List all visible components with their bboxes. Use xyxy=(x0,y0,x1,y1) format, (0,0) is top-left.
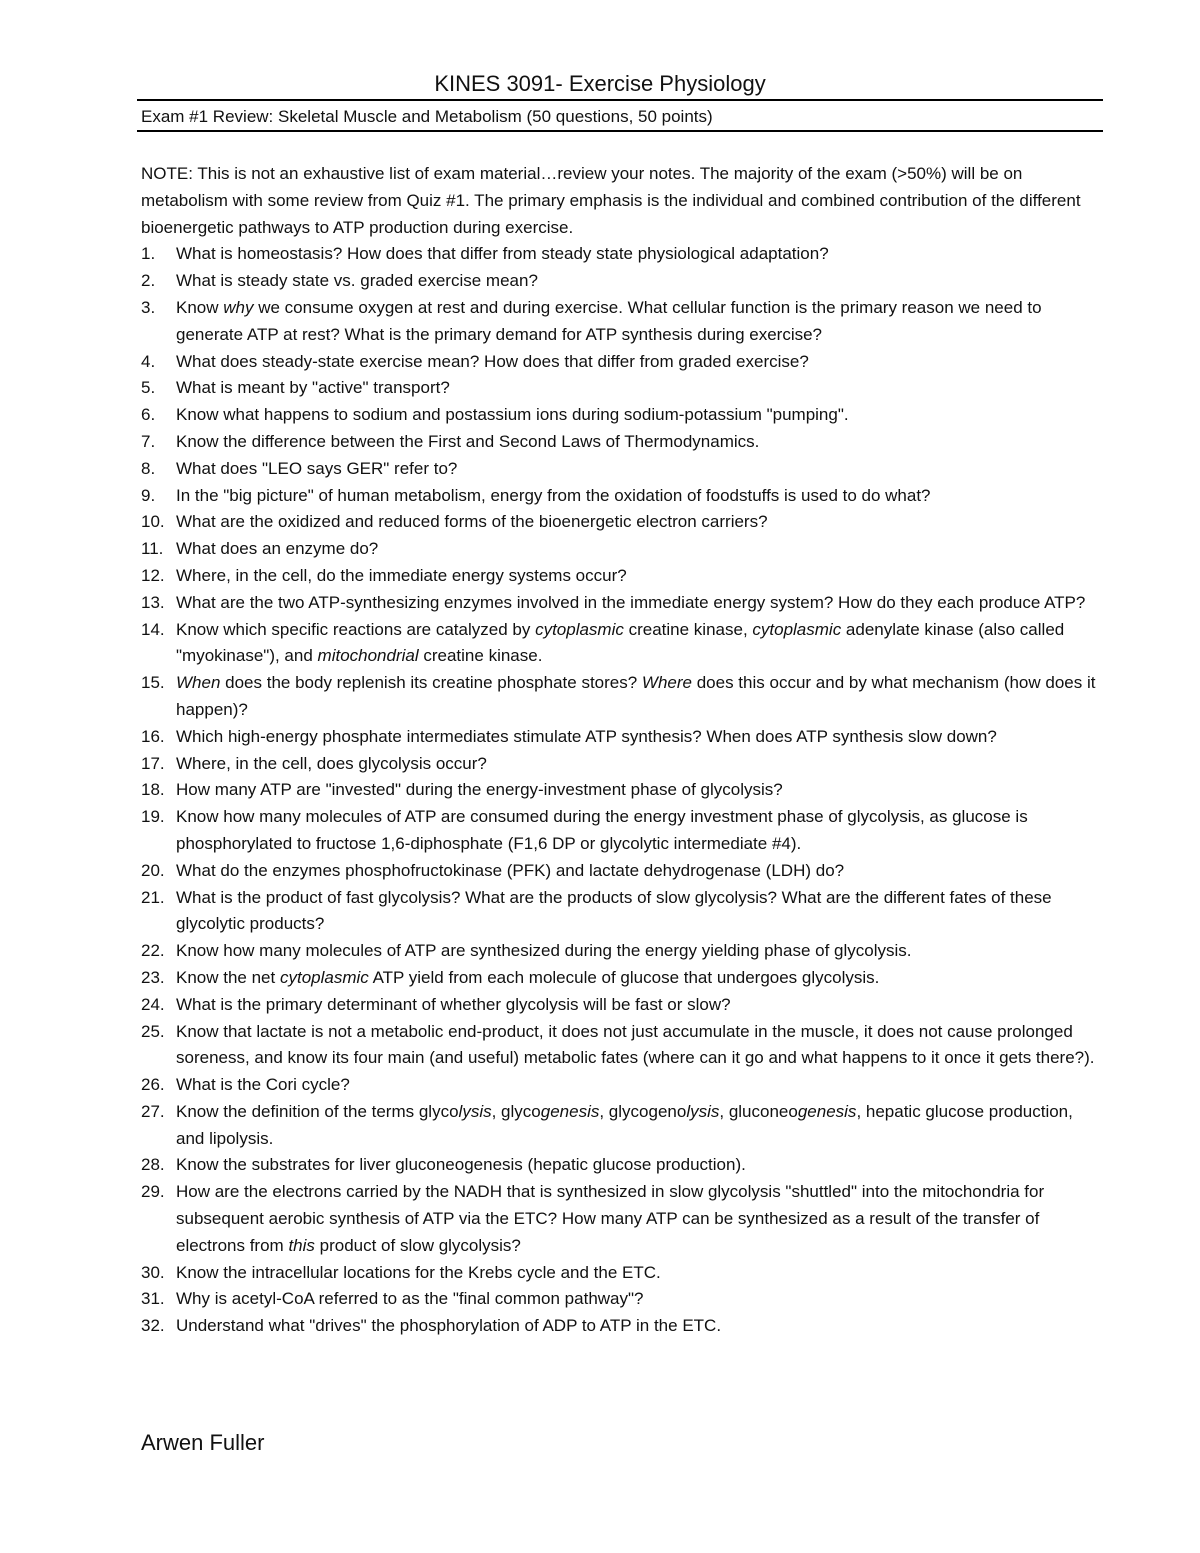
question-text: Know which specific reactions are catalyzed by cytoplasmic creatine kinase, cytoplasmic adenylate kinase (also called "myokinase"), and mitochondrial creatine kinase. xyxy=(176,619,1065,666)
question-number: 31. xyxy=(141,1289,165,1309)
question-item xyxy=(141,375,1101,402)
question-number: 8. xyxy=(141,458,156,478)
question-item xyxy=(141,617,1101,671)
question-item xyxy=(141,1099,1101,1153)
question-number: 12. xyxy=(141,565,165,585)
question-text: What is meant by "active" transport? xyxy=(176,378,450,398)
question-number: 21. xyxy=(141,887,165,907)
question-number: 7. xyxy=(141,431,156,451)
question-number: 25. xyxy=(141,1021,165,1041)
question-text: Where, in the cell, do the immediate energy systems occur? xyxy=(176,565,627,585)
question-number: 27. xyxy=(141,1101,165,1121)
question-number: 10. xyxy=(141,512,165,532)
question-number: 29. xyxy=(141,1182,165,1202)
question-text: What does "LEO says GER" refer to? xyxy=(176,458,458,478)
question-number: 28. xyxy=(141,1155,165,1175)
question-list xyxy=(141,241,1101,1340)
question-number: 3. xyxy=(141,297,156,317)
document-subtitle: Exam #1 Review: Skeletal Muscle and Metabolism (50 questions, 50 points) xyxy=(141,107,713,126)
question-text: What is the Cori cycle? xyxy=(176,1075,350,1095)
question-item xyxy=(141,938,1101,965)
question-text: What is the product of fast glycolysis? What are the products of slow glycolysis? What are the different fates of these glycolytic products? xyxy=(176,887,1052,934)
question-number: 6. xyxy=(141,405,156,425)
question-number: 26. xyxy=(141,1075,165,1095)
question-number: 1. xyxy=(141,244,156,264)
question-item xyxy=(141,1313,1101,1340)
question-text: Know the definition of the terms glycolysis, glycogenesis, glycogenolysis, gluconeogenesis, hepatic glucose production, and lipolysis. xyxy=(176,1101,1073,1148)
author-name: Arwen Fuller xyxy=(141,1430,265,1455)
question-item xyxy=(141,268,1101,295)
question-number: 11. xyxy=(141,539,164,559)
question-text: What are the oxidized and reduced forms of the bioenergetic electron carriers? xyxy=(176,512,768,532)
question-number: 9. xyxy=(141,485,156,505)
question-item xyxy=(141,295,1101,349)
question-number: 18. xyxy=(141,780,165,800)
subtitle-divider xyxy=(137,130,1103,132)
question-text: When does the body replenish its creatine phosphate stores? Where does this occur and by what mechanism (how does it happen)? xyxy=(176,673,1096,719)
question-item xyxy=(141,1019,1101,1073)
question-number: 13. xyxy=(141,592,165,612)
question-item xyxy=(141,241,1101,268)
question-item xyxy=(141,456,1101,483)
question-item xyxy=(141,992,1101,1019)
question-number: 32. xyxy=(141,1316,165,1336)
question-item xyxy=(141,751,1101,778)
question-number: 17. xyxy=(141,753,165,773)
question-number: 15. xyxy=(141,673,165,693)
question-item xyxy=(141,777,1101,804)
question-text: What is steady state vs. graded exercise mean? xyxy=(176,271,538,291)
question-text: Know the substrates for liver gluconeogenesis (hepatic glucose production). xyxy=(176,1155,746,1175)
document-title: KINES 3091- Exercise Physiology xyxy=(434,71,766,96)
question-text: Know the intracellular locations for the Krebs cycle and the ETC. xyxy=(176,1262,661,1282)
question-item xyxy=(141,724,1101,751)
question-number: 19. xyxy=(141,807,165,827)
question-number: 24. xyxy=(141,994,165,1014)
question-item xyxy=(141,1260,1101,1287)
question-text: What does steady-state exercise mean? How does that differ from graded exercise? xyxy=(176,351,809,371)
question-item xyxy=(141,858,1101,885)
question-item xyxy=(141,536,1101,563)
question-number: 2. xyxy=(141,271,156,291)
question-item xyxy=(141,885,1101,939)
question-item xyxy=(141,804,1101,858)
question-item xyxy=(141,402,1101,429)
question-number: 23. xyxy=(141,967,165,987)
question-text: Know what happens to sodium and postassium ions during sodium-potassium "pumping". xyxy=(176,405,849,425)
question-item xyxy=(141,1152,1101,1179)
question-item xyxy=(141,1286,1101,1313)
question-text: Know why we consume oxygen at rest and during exercise. What cellular function is the primary reason we need to generate ATP at rest? What is the primary demand for ATP synthesis during exercise? xyxy=(176,297,1042,344)
question-item xyxy=(141,563,1101,590)
question-item xyxy=(141,1072,1101,1099)
document-body xyxy=(141,161,1101,1340)
question-text: Which high-energy phosphate intermediates stimulate ATP synthesis? When does ATP synthesis slow down? xyxy=(176,726,997,746)
question-item xyxy=(141,509,1101,536)
question-text: Understand what "drives" the phosphorylation of ADP to ATP in the ETC. xyxy=(176,1316,722,1336)
question-text: What is homeostasis? How does that differ from steady state physiological adaptation? xyxy=(176,244,829,264)
question-text: What does an enzyme do? xyxy=(176,539,379,559)
question-text: Know the net cytoplasmic ATP yield from each molecule of glucose that undergoes glycolysis. xyxy=(176,967,880,987)
question-text: Know that lactate is not a metabolic end-product, it does not just accumulate in the muscle, it does not cause prolonged soreness, and know its four main (and useful) metabolic fates (where can it go and what happens to it once it gets there?). xyxy=(176,1021,1095,1068)
question-text: What is the primary determinant of whether glycolysis will be fast or slow? xyxy=(176,994,731,1014)
question-text: How many ATP are "invested" during the energy-investment phase of glycolysis? xyxy=(176,780,783,800)
question-text: Know how many molecules of ATP are consumed during the energy investment phase of glycolysis, as glucose is phosphorylated to fructose 1,6-diphosphate (F1,6 DP or glycolytic intermediate #4). xyxy=(176,807,1028,853)
question-text: Why is acetyl-CoA referred to as the "final common pathway"? xyxy=(176,1289,644,1309)
question-number: 4. xyxy=(141,351,156,371)
question-text: Know the difference between the First and Second Laws of Thermodynamics. xyxy=(176,431,760,451)
question-item xyxy=(141,429,1101,456)
question-item xyxy=(141,483,1101,510)
question-number: 22. xyxy=(141,941,165,961)
question-text: Know how many molecules of ATP are synthesized during the energy yielding phase of glycolysis. xyxy=(176,941,912,961)
question-text: How are the electrons carried by the NADH that is synthesized in slow glycolysis "shuttled" into the mitochondria for subsequent aerobic synthesis of ATP via the ETC? How many ATP can be synthesized as a result of the transfer of electrons from this product of slow glycolysis? xyxy=(176,1182,1045,1255)
question-item xyxy=(141,670,1101,724)
question-text: Where, in the cell, does glycolysis occur? xyxy=(176,753,487,773)
exam-note: NOTE: This is not an exhaustive list of exam material…review your notes. The majority of the exam (>50%) will be on metabolism with some review from Quiz #1. The primary emphasis is the individual and combined contribution of the different bioenergetic pathways to ATP production during exercise. xyxy=(141,164,1081,237)
question-item xyxy=(141,349,1101,376)
question-item xyxy=(141,965,1101,992)
title-divider xyxy=(137,99,1103,101)
question-text: What do the enzymes phosphofructokinase (PFK) and lactate dehydrogenase (LDH) do? xyxy=(176,860,845,880)
question-item xyxy=(141,590,1101,617)
question-number: 14. xyxy=(141,619,165,639)
question-text: In the "big picture" of human metabolism, energy from the oxidation of foodstuffs is used to do what? xyxy=(176,485,931,505)
question-number: 30. xyxy=(141,1262,165,1282)
question-text: What are the two ATP-synthesizing enzymes involved in the immediate energy system? How do they each produce ATP? xyxy=(176,592,1086,612)
question-number: 16. xyxy=(141,726,165,746)
question-number: 20. xyxy=(141,860,165,880)
question-number: 5. xyxy=(141,378,156,398)
question-item xyxy=(141,1179,1101,1259)
